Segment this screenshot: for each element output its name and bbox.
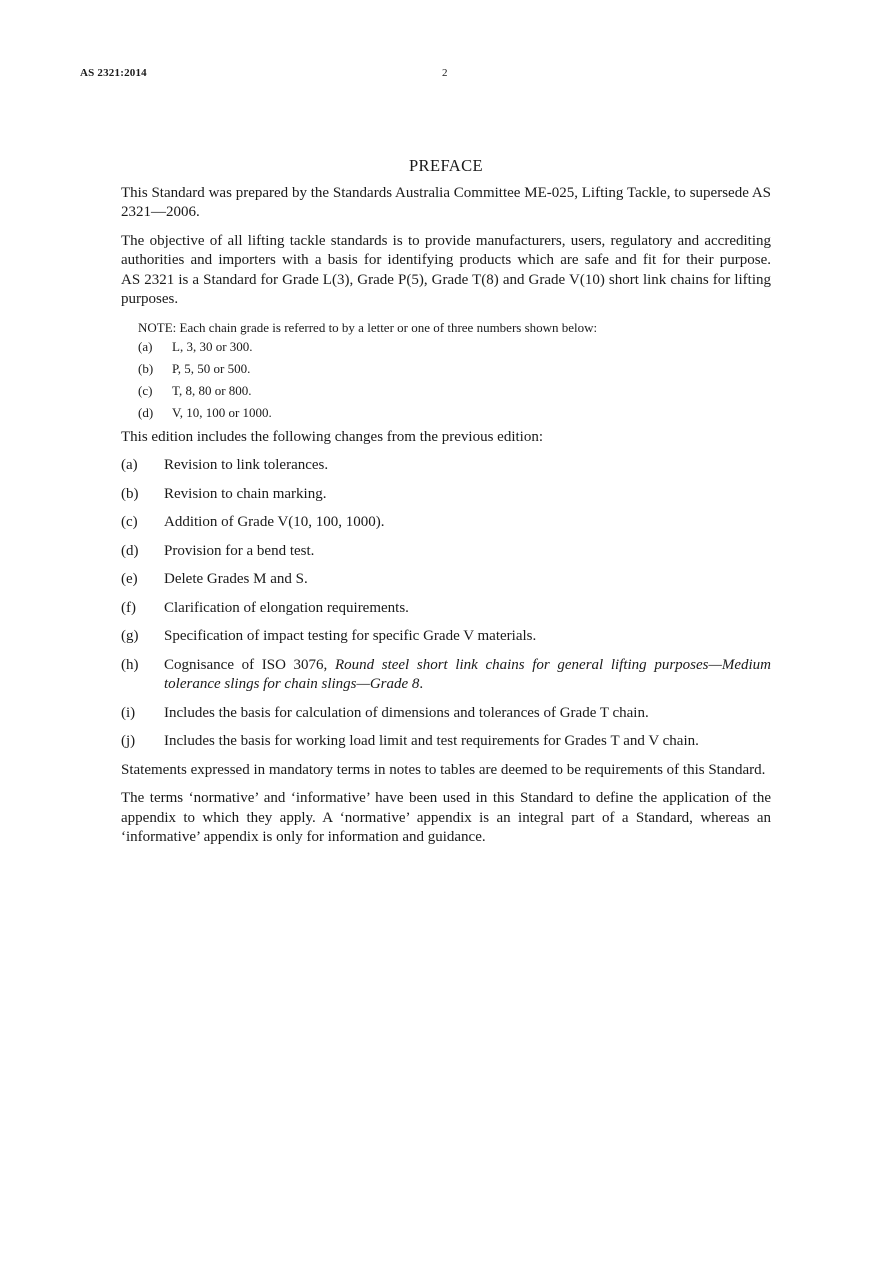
change-item-label: (f) (121, 599, 136, 616)
change-item-text: Revision to link tolerances. (164, 457, 329, 473)
iso-standard-title: Round steel short link chains for general lifting purposes—Medium tolerance slings for chain slings—Grade 8 (164, 656, 771, 692)
changes-list (121, 456, 771, 752)
change-item (121, 513, 771, 533)
change-item-label: (i) (121, 704, 136, 721)
grade-note-list (138, 338, 771, 421)
note-list-item (138, 404, 771, 421)
note-list-item (138, 382, 771, 399)
change-item-text: Includes the basis for working load limit and test requirements for Grades T and V chain. (164, 733, 699, 749)
paragraph-committee: This Standard was prepared by the Standards Australia Committee ME-025, Lifting Tackle, to supersede AS 2321—2006. (121, 184, 771, 220)
note-item-label: (b) (138, 360, 154, 376)
change-item-text: Delete Grades M and S. (164, 571, 308, 587)
change-item-text (164, 656, 771, 695)
note-item-text: P, 5, 50 or 500. (172, 360, 251, 376)
change-item-label: (c) (121, 514, 138, 530)
change-item-label: (d) (121, 542, 139, 559)
change-item-text: Clarification of elongation requirements. (164, 599, 409, 616)
note-item-label: (c) (138, 382, 153, 398)
note-item-label: (d) (138, 404, 154, 420)
section-heading: PREFACE (408, 156, 483, 175)
change-item-label: (j) (121, 733, 136, 749)
change-item-label: (h) (121, 656, 139, 673)
grade-note: NOTE: Each chain grade is referred to by a letter or one of three numbers shown below: (138, 319, 598, 335)
changes-intro: This edition includes the following changes from the previous edition: (121, 428, 543, 445)
paragraph-normative-informative: The terms ‘normative’ and ‘informative’ have been used in this Standard to define the application of the appendix to which they apply. A ‘normative’ appendix is an integral part of a Standard, whereas an ‘informative’ appendix is only for information and guidance. (121, 790, 771, 845)
change-item (121, 485, 771, 505)
page-number: 2 (442, 67, 448, 79)
running-head: AS 2321:2014 (80, 67, 147, 79)
change-item (121, 570, 771, 590)
change-item-text: Revision to chain marking. (164, 485, 327, 502)
note-item-text: L, 3, 30 or 300. (172, 338, 253, 354)
note-item-text: T, 8, 80 or 800. (172, 382, 252, 398)
change-item (121, 627, 771, 647)
change-item (121, 704, 771, 724)
change-item-label: (b) (121, 485, 139, 502)
iso-reference-prefix: Cognisance of ISO 3076, (164, 656, 335, 673)
page-body (121, 156, 771, 857)
change-item-label: (a) (121, 457, 138, 473)
paragraph-objective: The objective of all lifting tackle standards is to provide manufacturers, users, regulatory and accrediting authorities and importers with a basis for identifying products which are safe and fit for their purpose. AS 2321 is a Standard for Grade L(3), Grade P(5), Grade T(8) and Grade V(10) short link chains for lifting purposes. (121, 232, 771, 307)
paragraph-mandatory-notes: Statements expressed in mandatory terms in notes to tables are deemed to be requirements of this Standard. (121, 761, 766, 778)
change-item-text: Addition of Grade V(10, 100, 1000). (164, 514, 385, 530)
change-item-text: Includes the basis for calculation of dimensions and tolerances of Grade T chain. (164, 704, 649, 721)
change-item (121, 732, 771, 752)
note-item-text: V, 10, 100 or 1000. (172, 404, 272, 420)
change-item (121, 456, 771, 476)
change-item-text: Specification of impact testing for specific Grade V materials. (164, 628, 537, 644)
change-item (121, 599, 771, 619)
change-item (121, 542, 771, 562)
change-item (121, 656, 771, 695)
note-list-item (138, 338, 771, 355)
change-item-text: Provision for a bend test. (164, 542, 315, 559)
change-item-label: (g) (121, 628, 139, 644)
change-item-label: (e) (121, 571, 138, 587)
iso-reference-suffix: . (419, 676, 424, 692)
note-item-label: (a) (138, 338, 153, 354)
note-list-item (138, 360, 771, 377)
